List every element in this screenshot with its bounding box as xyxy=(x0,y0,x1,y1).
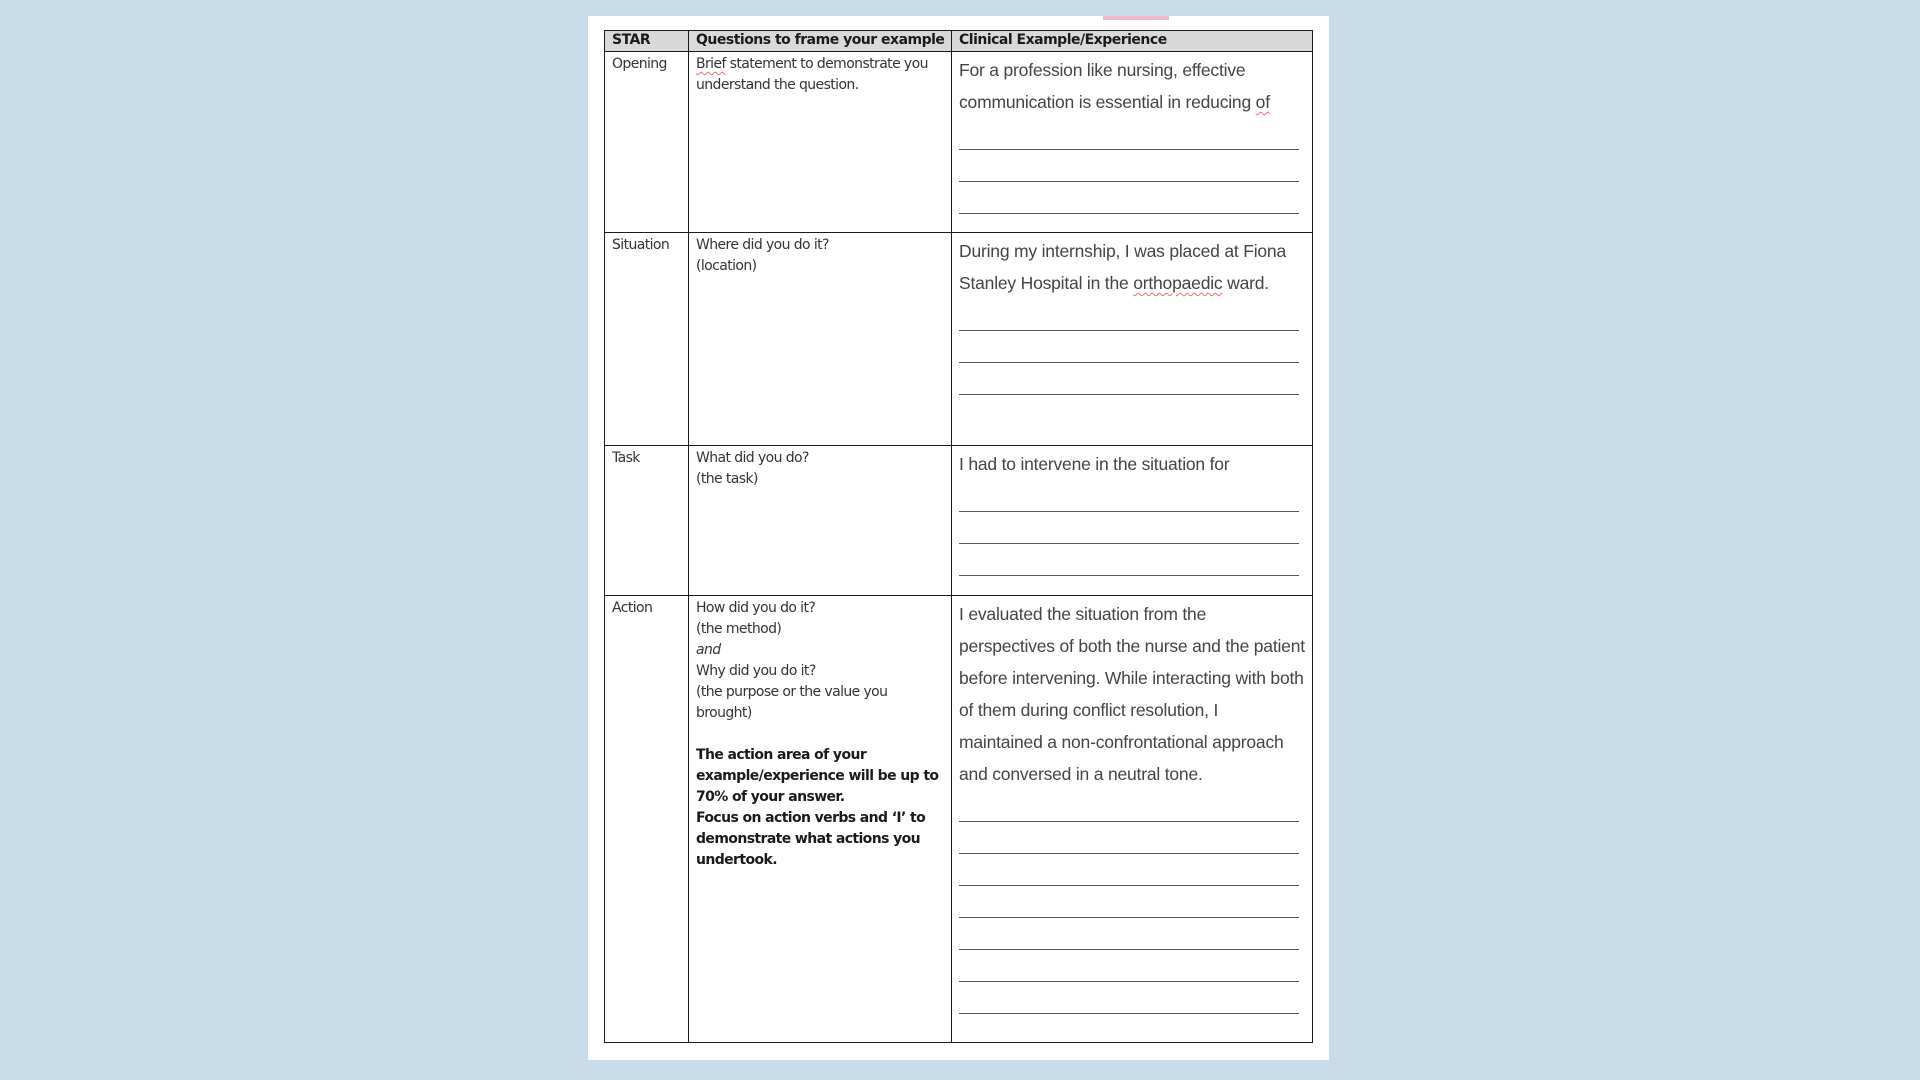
header-star: STAR xyxy=(605,31,689,52)
blank-line xyxy=(959,118,1299,150)
question-line: (the purpose or the value you xyxy=(696,684,888,700)
answer-task[interactable] xyxy=(952,446,1313,596)
row-label-opening: Opening xyxy=(605,52,689,233)
question-line: Where did you do it? xyxy=(696,237,829,253)
action-note-line: undertook. xyxy=(696,852,777,868)
question-line: brought) xyxy=(696,705,752,721)
blank-line xyxy=(959,886,1299,918)
question-action xyxy=(689,596,952,1043)
question-line: Why did you do it? xyxy=(696,663,816,679)
table-header-row xyxy=(605,31,1313,52)
spellcheck-word: orthopaedic xyxy=(1133,273,1223,293)
question-task xyxy=(689,446,952,596)
spellcheck-word: of xyxy=(1255,92,1270,112)
question-line: (the method) xyxy=(696,621,782,637)
answer-situation[interactable] xyxy=(952,233,1313,446)
star-table xyxy=(604,30,1313,1043)
blank-line xyxy=(959,544,1299,576)
answer-text: During my internship, I was placed at Fiona Stanley Hospital in the orthopaedic ward. xyxy=(959,241,1286,293)
blank-line xyxy=(959,822,1299,854)
action-note-line: 70% of your answer. xyxy=(696,789,845,805)
row-label-action: Action xyxy=(605,596,689,1043)
question-line: (the task) xyxy=(696,471,758,487)
question-line: How did you do it? xyxy=(696,600,816,616)
document-page xyxy=(588,16,1329,1060)
page-top-marker xyxy=(1103,16,1169,20)
action-note-line: example/experience will be up to xyxy=(696,768,939,784)
blank-line xyxy=(959,512,1299,544)
question-line: and xyxy=(696,642,721,658)
answer-text: I evaluated the situation from the perspectives of both the nurse and the patient before intervening. While interacting with both of them during conflict resolution, I maintained a non-confrontational approach and conversed in a neutral tone. xyxy=(959,604,1305,784)
question-line: understand the question. xyxy=(696,77,859,93)
question-line: (location) xyxy=(696,258,757,274)
action-note-line: demonstrate what actions you xyxy=(696,831,920,847)
blank-line xyxy=(959,299,1299,331)
answer-text: I had to intervene in the situation for xyxy=(959,454,1230,474)
blank-line xyxy=(959,918,1299,950)
blank-line xyxy=(959,950,1299,982)
blank-line xyxy=(959,854,1299,886)
answer-opening[interactable] xyxy=(952,52,1313,233)
row-label-situation: Situation xyxy=(605,233,689,446)
blank-line xyxy=(959,182,1299,214)
answer-action[interactable] xyxy=(952,596,1313,1043)
answer-text: For a profession like nursing, effective communication is essential in reducing of xyxy=(959,60,1270,112)
blank-line xyxy=(959,331,1299,363)
question-opening xyxy=(689,52,952,233)
spellcheck-word: Brief xyxy=(696,56,726,72)
blank-line xyxy=(959,363,1299,395)
header-clinical-example: Clinical Example/Experience xyxy=(952,31,1313,52)
table-row xyxy=(605,233,1313,446)
blank-line xyxy=(959,790,1299,822)
question-line: Brief statement to demonstrate you xyxy=(696,56,928,72)
question-line: What did you do? xyxy=(696,450,809,466)
table-row xyxy=(605,446,1313,596)
blank-line xyxy=(959,150,1299,182)
blank-line xyxy=(959,480,1299,512)
question-situation xyxy=(689,233,952,446)
action-note-line: Focus on action verbs and ‘I’ to xyxy=(696,810,926,826)
action-note-line: The action area of your xyxy=(696,747,867,763)
blank-line xyxy=(959,982,1299,1014)
header-questions: Questions to frame your example xyxy=(689,31,952,52)
table-row xyxy=(605,52,1313,233)
row-label-task: Task xyxy=(605,446,689,596)
table-row xyxy=(605,596,1313,1043)
